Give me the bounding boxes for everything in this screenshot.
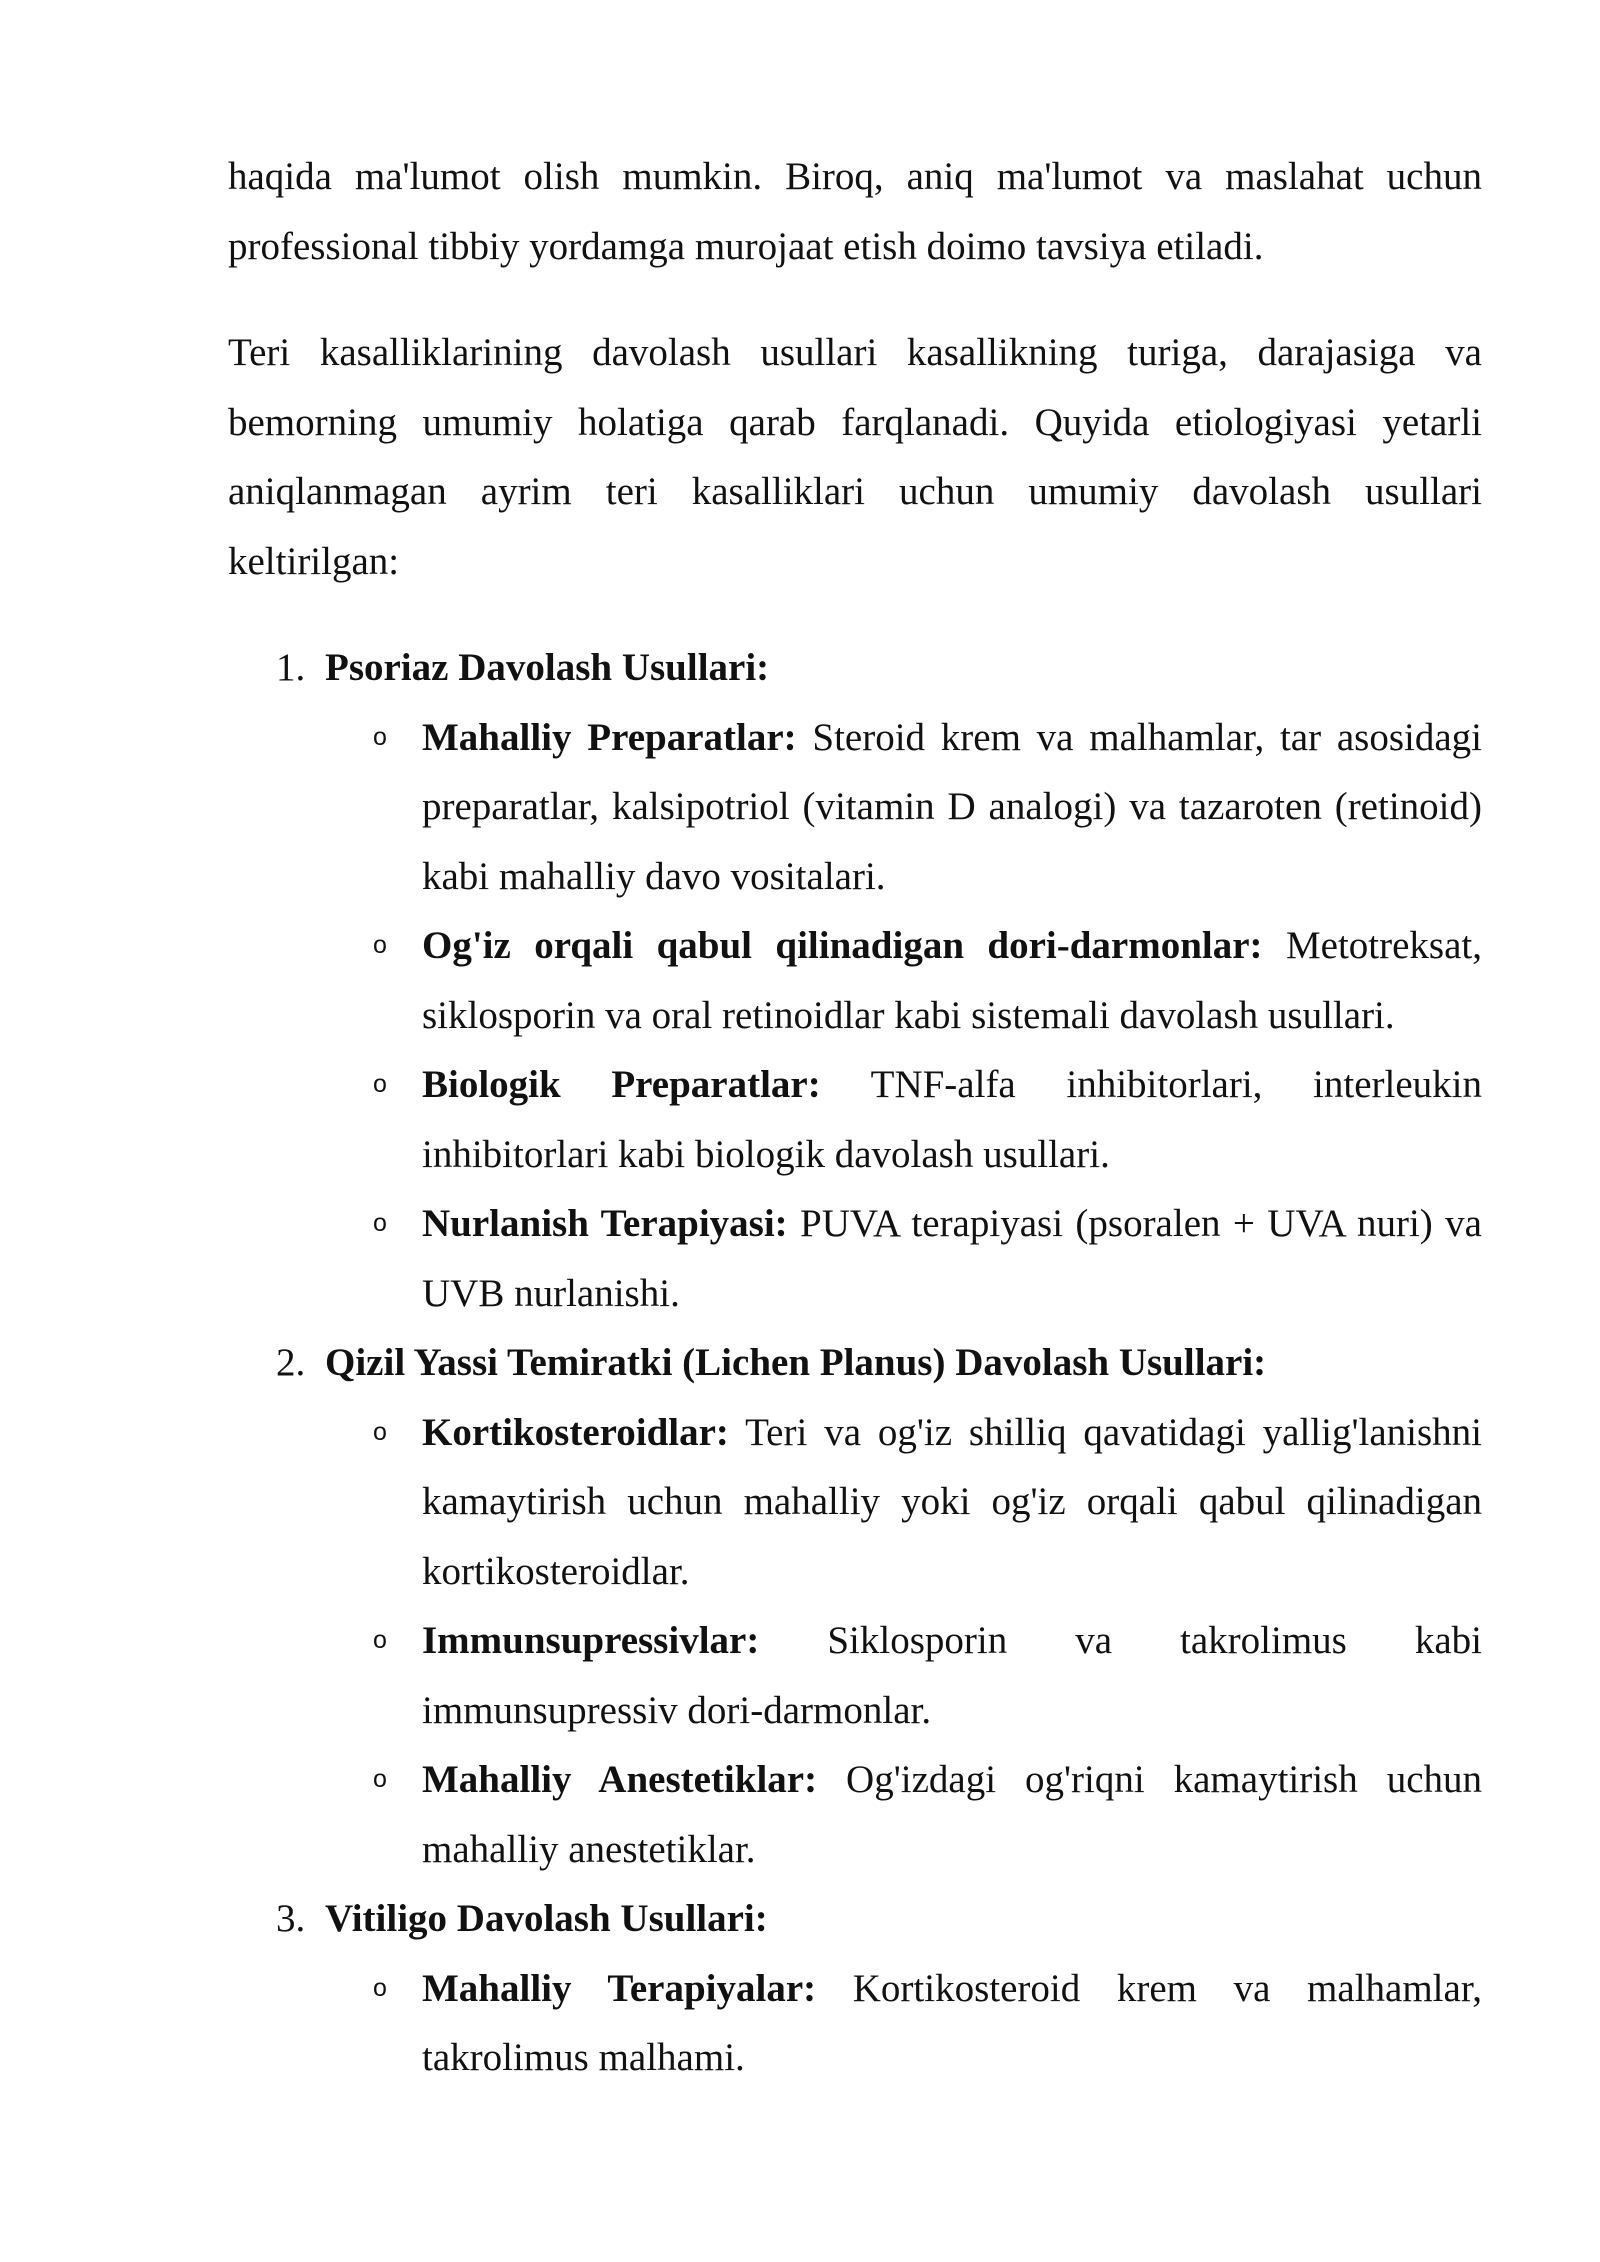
list-item bbox=[228, 1954, 1482, 2093]
bullet-icon: o bbox=[373, 1417, 387, 1446]
section-number: 1. bbox=[276, 646, 306, 689]
bullet-icon: o bbox=[373, 722, 387, 751]
list-item bbox=[228, 1050, 1482, 1189]
item-term: Biologik Preparatlar: bbox=[422, 1063, 821, 1106]
item-term: Mahalliy Anestetiklar: bbox=[422, 1758, 818, 1801]
item-text: Siklosporin va takrolimus kabi immunsupressiv dori-darmonlar. bbox=[422, 1619, 1482, 1732]
item-text: Steroid krem va malhamlar, tar asosidagi preparatlar, kalsipotriol (vitamin D analogi) va tazaroten (retinoid) kabi mahalliy davo vositalari. bbox=[422, 715, 1482, 898]
item-term: Nurlanish Terapiyasi: bbox=[422, 1202, 788, 1245]
item-term: Og'iz orqali qabul qilinadigan dori-darmonlar: bbox=[422, 924, 1263, 967]
section-lichen-planus bbox=[228, 1328, 1482, 1884]
intro-paragraph-continued: haqida ma'lumot olish mumkin. Biroq, aniq ma'lumot va maslahat uchun professional tibbiy yordamga murojaat etish doimo tavsiya etiladi. bbox=[228, 155, 1482, 268]
bullet-icon: o bbox=[373, 1209, 387, 1237]
section-items bbox=[228, 1398, 1482, 1885]
section-title: Qizil Yassi Temiratki (Lichen Planus) Davolash Usullari: bbox=[325, 1341, 1267, 1384]
bullet-icon: o bbox=[373, 1626, 387, 1654]
section-heading bbox=[228, 1884, 1482, 1954]
section-psoriaz bbox=[228, 633, 1482, 1328]
bullet-icon: o bbox=[373, 1765, 387, 1793]
section-heading bbox=[228, 633, 1482, 703]
item-term: Immunsupressivlar: bbox=[422, 1619, 760, 1662]
bullet-icon: o bbox=[373, 1070, 387, 1098]
bullet-icon: o bbox=[373, 931, 387, 959]
section-title: Psoriaz Davolash Usullari: bbox=[325, 646, 770, 689]
list-item bbox=[228, 1745, 1482, 1884]
list-item bbox=[228, 1606, 1482, 1745]
item-text: Kortikosteroid krem va malhamlar, takrolimus malhami. bbox=[422, 1966, 1482, 2079]
section-vitiligo bbox=[228, 1884, 1482, 2093]
section-number: 2. bbox=[276, 1341, 306, 1384]
item-term: Mahalliy Preparatlar: bbox=[422, 715, 797, 759]
item-term: Kortikosteroidlar: bbox=[422, 1410, 729, 1454]
section-title: Vitiligo Davolash Usullari: bbox=[325, 1897, 768, 1940]
treatment-sections-list bbox=[228, 633, 1482, 2093]
item-term: Mahalliy Terapiyalar: bbox=[422, 1966, 817, 2010]
item-text: Teri va og'iz shilliq qavatidagi yallig'lanishni kamaytirish uchun mahalliy yoki og'iz orqali qabul qilinadigan kortikosteroidlar. bbox=[422, 1410, 1482, 1593]
item-text: Metotreksat, siklosporin va oral retinoidlar kabi sistemali davolash usullari. bbox=[422, 924, 1482, 1037]
list-item bbox=[228, 703, 1482, 912]
item-text: Og'izdagi og'riqni kamaytirish uchun mahalliy anestetiklar. bbox=[422, 1758, 1482, 1871]
list-item bbox=[228, 911, 1482, 1050]
section-number: 3. bbox=[276, 1897, 306, 1940]
section-heading bbox=[228, 1328, 1482, 1398]
item-text: TNF-alfa inhibitorlari, interleukin inhibitorlari kabi biologik davolash usullari. bbox=[422, 1063, 1482, 1176]
list-item bbox=[228, 1398, 1482, 1607]
item-text: PUVA terapiyasi (psoralen + UVA nuri) va UVB nurlanishi. bbox=[422, 1202, 1482, 1315]
section-items bbox=[228, 1954, 1482, 2093]
intro-paragraph: Teri kasalliklarining davolash usullari kasallikning turiga, darajasiga va bemorning umumiy holatiga qarab farqlanadi. Quyida etiologiyasi yetarli aniqlanmagan ayrim teri kasalliklari uchun umumiy davolash usullari keltirilgan: bbox=[228, 331, 1482, 583]
section-items bbox=[228, 703, 1482, 1329]
list-item bbox=[228, 1189, 1482, 1328]
bullet-icon: o bbox=[373, 1973, 387, 2002]
